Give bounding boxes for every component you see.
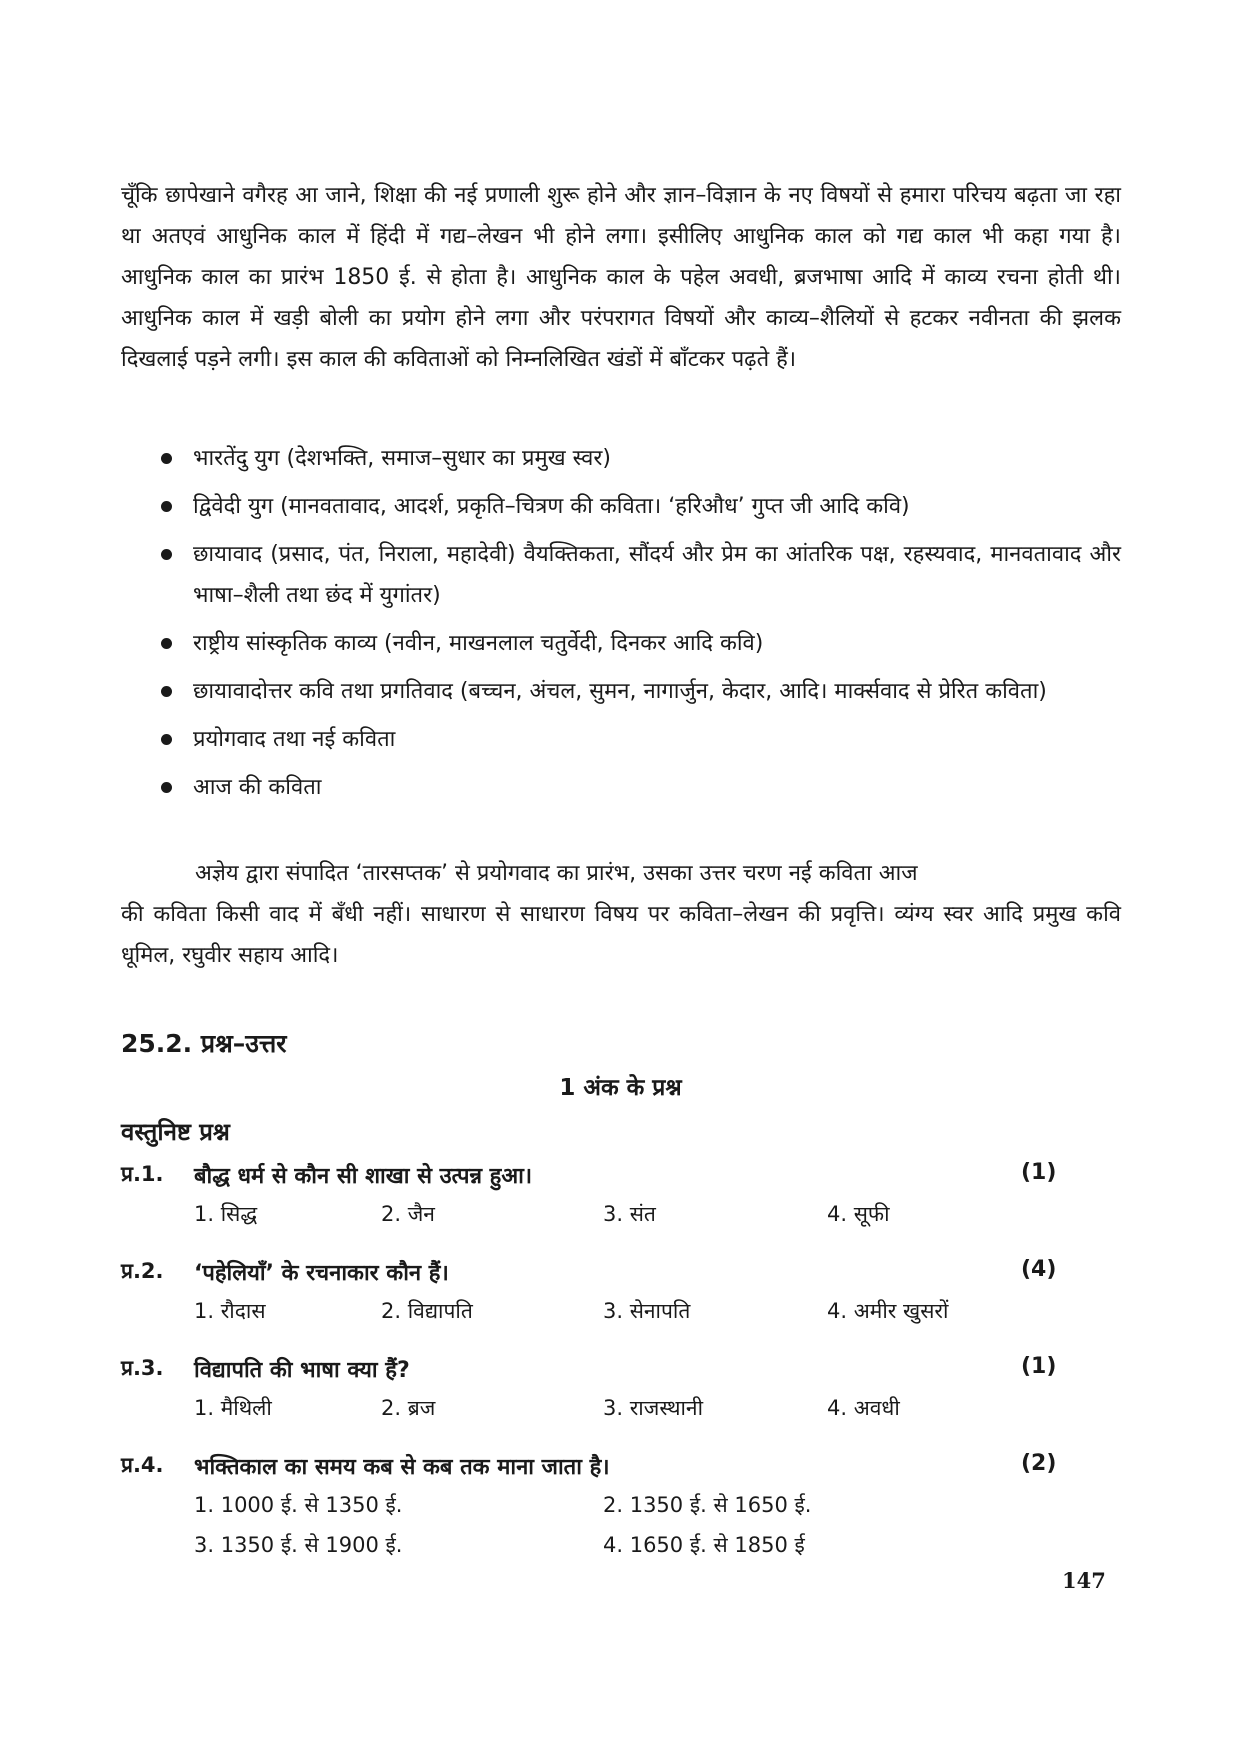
question-text: विद्यापति की भाषा क्या हैं? (194, 1358, 410, 1383)
option: 3. राजस्थानी (603, 1396, 704, 1420)
question-1 (121, 1160, 1121, 1240)
question-text: ‘पहेलियाँ’ के रचनाकार कौन हैं। (194, 1261, 449, 1286)
closing-first-line: अज्ञेय द्वारा संपादित ‘तारसप्तक’ से प्रयोगवाद का प्रारंभ, उसका उत्तर चरण नई कविता आज (195, 861, 918, 886)
question-answer: (1) (1021, 1354, 1057, 1379)
closing-rest: की कविता किसी वाद में बँधी नहीं। साधारण से साधारण विषय पर कविता–लेखन की प्रवृत्ति। व्यंग्य स्वर आदि प्रमुख कवि धूमिल, रघुवीर सहाय आदि। (121, 902, 1121, 968)
question-number: प्र.4. (121, 1453, 164, 1477)
list-item: भारतेंदु युग (देशभक्ति, समाज–सुधार का प्रमुख स्वर) (155, 438, 1121, 479)
list-item: द्विवेदी युग (मानवतावाद, आदर्श, प्रकृति–चित्रण की कविता। ‘हरिऔध’ गुप्त जी आदि कवि) (155, 486, 1121, 527)
intro-paragraph: चूँकि छापेखाने वगैरह आ जाने, शिक्षा की नई प्रणाली शुरू होने और ज्ञान–विज्ञान के नए विषयों से हमारा परिचय बढ़ता जा रहा था अतएवं आधुनिक काल में हिंदी में गद्य–लेखन भी होने लगा। इसीलिए आधुनिक काल को गद्य काल भी कहा गया है। आधुनिक काल का प्रारंभ 1850 ई. से होता है। आधुनिक काल के पहेल अवधी, ब्रजभाषा आदि में काव्य रचना होती थी। आधुनिक काल में खड़ी बोली का प्रयोग होने लगा और परंपरागत विषयों और काव्य–शैलियों से हटकर नवीनता की झलक दिखलाई पड़ने लगी। इस काल की कविताओं को निम्नलिखित खंडों में बाँटकर पढ़ते हैं। (121, 183, 1121, 372)
bullet-icon (161, 501, 172, 512)
option: 1. रौदास (194, 1299, 266, 1323)
question-number: प्र.1. (121, 1162, 164, 1186)
option: 4. सूफी (827, 1202, 890, 1226)
bullet-icon (161, 453, 172, 464)
bullet-icon (161, 686, 172, 697)
option: 2. ब्रज (381, 1396, 436, 1420)
bullet-icon (161, 549, 172, 560)
question-4 (121, 1451, 1121, 1571)
list-item: छायावाद (प्रसाद, पंत, निराला, महादेवी) वैयक्तिकता, सौंदर्य और प्रेम का आंतरिक पक्ष, रहस्यवाद, मानवतावाद और भाषा–शैली तथा छंद में युगांतर) (155, 534, 1121, 616)
bullet-icon (161, 734, 172, 745)
question-answer: (4) (1021, 1257, 1057, 1282)
option: 1. मैथिली (194, 1396, 272, 1420)
question-3 (121, 1354, 1121, 1434)
option: 2. विद्यापति (381, 1299, 473, 1323)
question-text: बौद्ध धर्म से कौन सी शाखा से उत्पन्न हुआ। (194, 1164, 533, 1189)
list-item: आज की कविता (155, 767, 1121, 808)
list-item: छायावादोत्तर कवि तथा प्रगतिवाद (बच्चन, अंचल, सुमन, नागार्जुन, केदार, आदि। मार्क्सवाद से प्रेरित कविता) (155, 671, 1121, 712)
question-answer: (2) (1021, 1451, 1057, 1476)
list-item: राष्ट्रीय सांस्कृतिक काव्य (नवीन, माखनलाल चतुर्वेदी, दिनकर आदि कवि) (155, 623, 1121, 664)
option: 3. संत (603, 1202, 656, 1226)
option: 4. 1650 ई. से 1850 ई (603, 1533, 805, 1557)
list-item: प्रयोगवाद तथा नई कविता (155, 719, 1121, 760)
page-number: 147 (1062, 1568, 1106, 1593)
question-2 (121, 1257, 1121, 1337)
question-answer: (1) (1021, 1160, 1057, 1185)
question-number: प्र.3. (121, 1356, 164, 1380)
option: 2. जैन (381, 1202, 435, 1226)
option: 1. सिद्ध (194, 1202, 258, 1226)
question-text: भक्तिकाल का समय कब से कब तक माना जाता है। (194, 1455, 610, 1480)
option: 1. 1000 ई. से 1350 ई. (194, 1493, 403, 1517)
section-heading: 25.2. प्रश्न–उत्तर (121, 1029, 287, 1058)
option: 4. अवधी (827, 1396, 900, 1420)
option: 4. अमीर खुसरों (827, 1299, 949, 1323)
bullet-icon (161, 782, 172, 793)
period-list (155, 438, 1121, 815)
closing-paragraph (121, 853, 1121, 976)
marks-heading: 1 अंक के प्रश्न (559, 1075, 682, 1101)
option: 3. सेनापति (603, 1299, 691, 1323)
option: 3. 1350 ई. से 1900 ई. (194, 1533, 403, 1557)
objective-heading: वस्तुनिष्ट प्रश्न (121, 1118, 230, 1146)
bullet-icon (161, 638, 172, 649)
question-number: प्र.2. (121, 1259, 164, 1283)
option: 2. 1350 ई. से 1650 ई. (603, 1493, 812, 1517)
